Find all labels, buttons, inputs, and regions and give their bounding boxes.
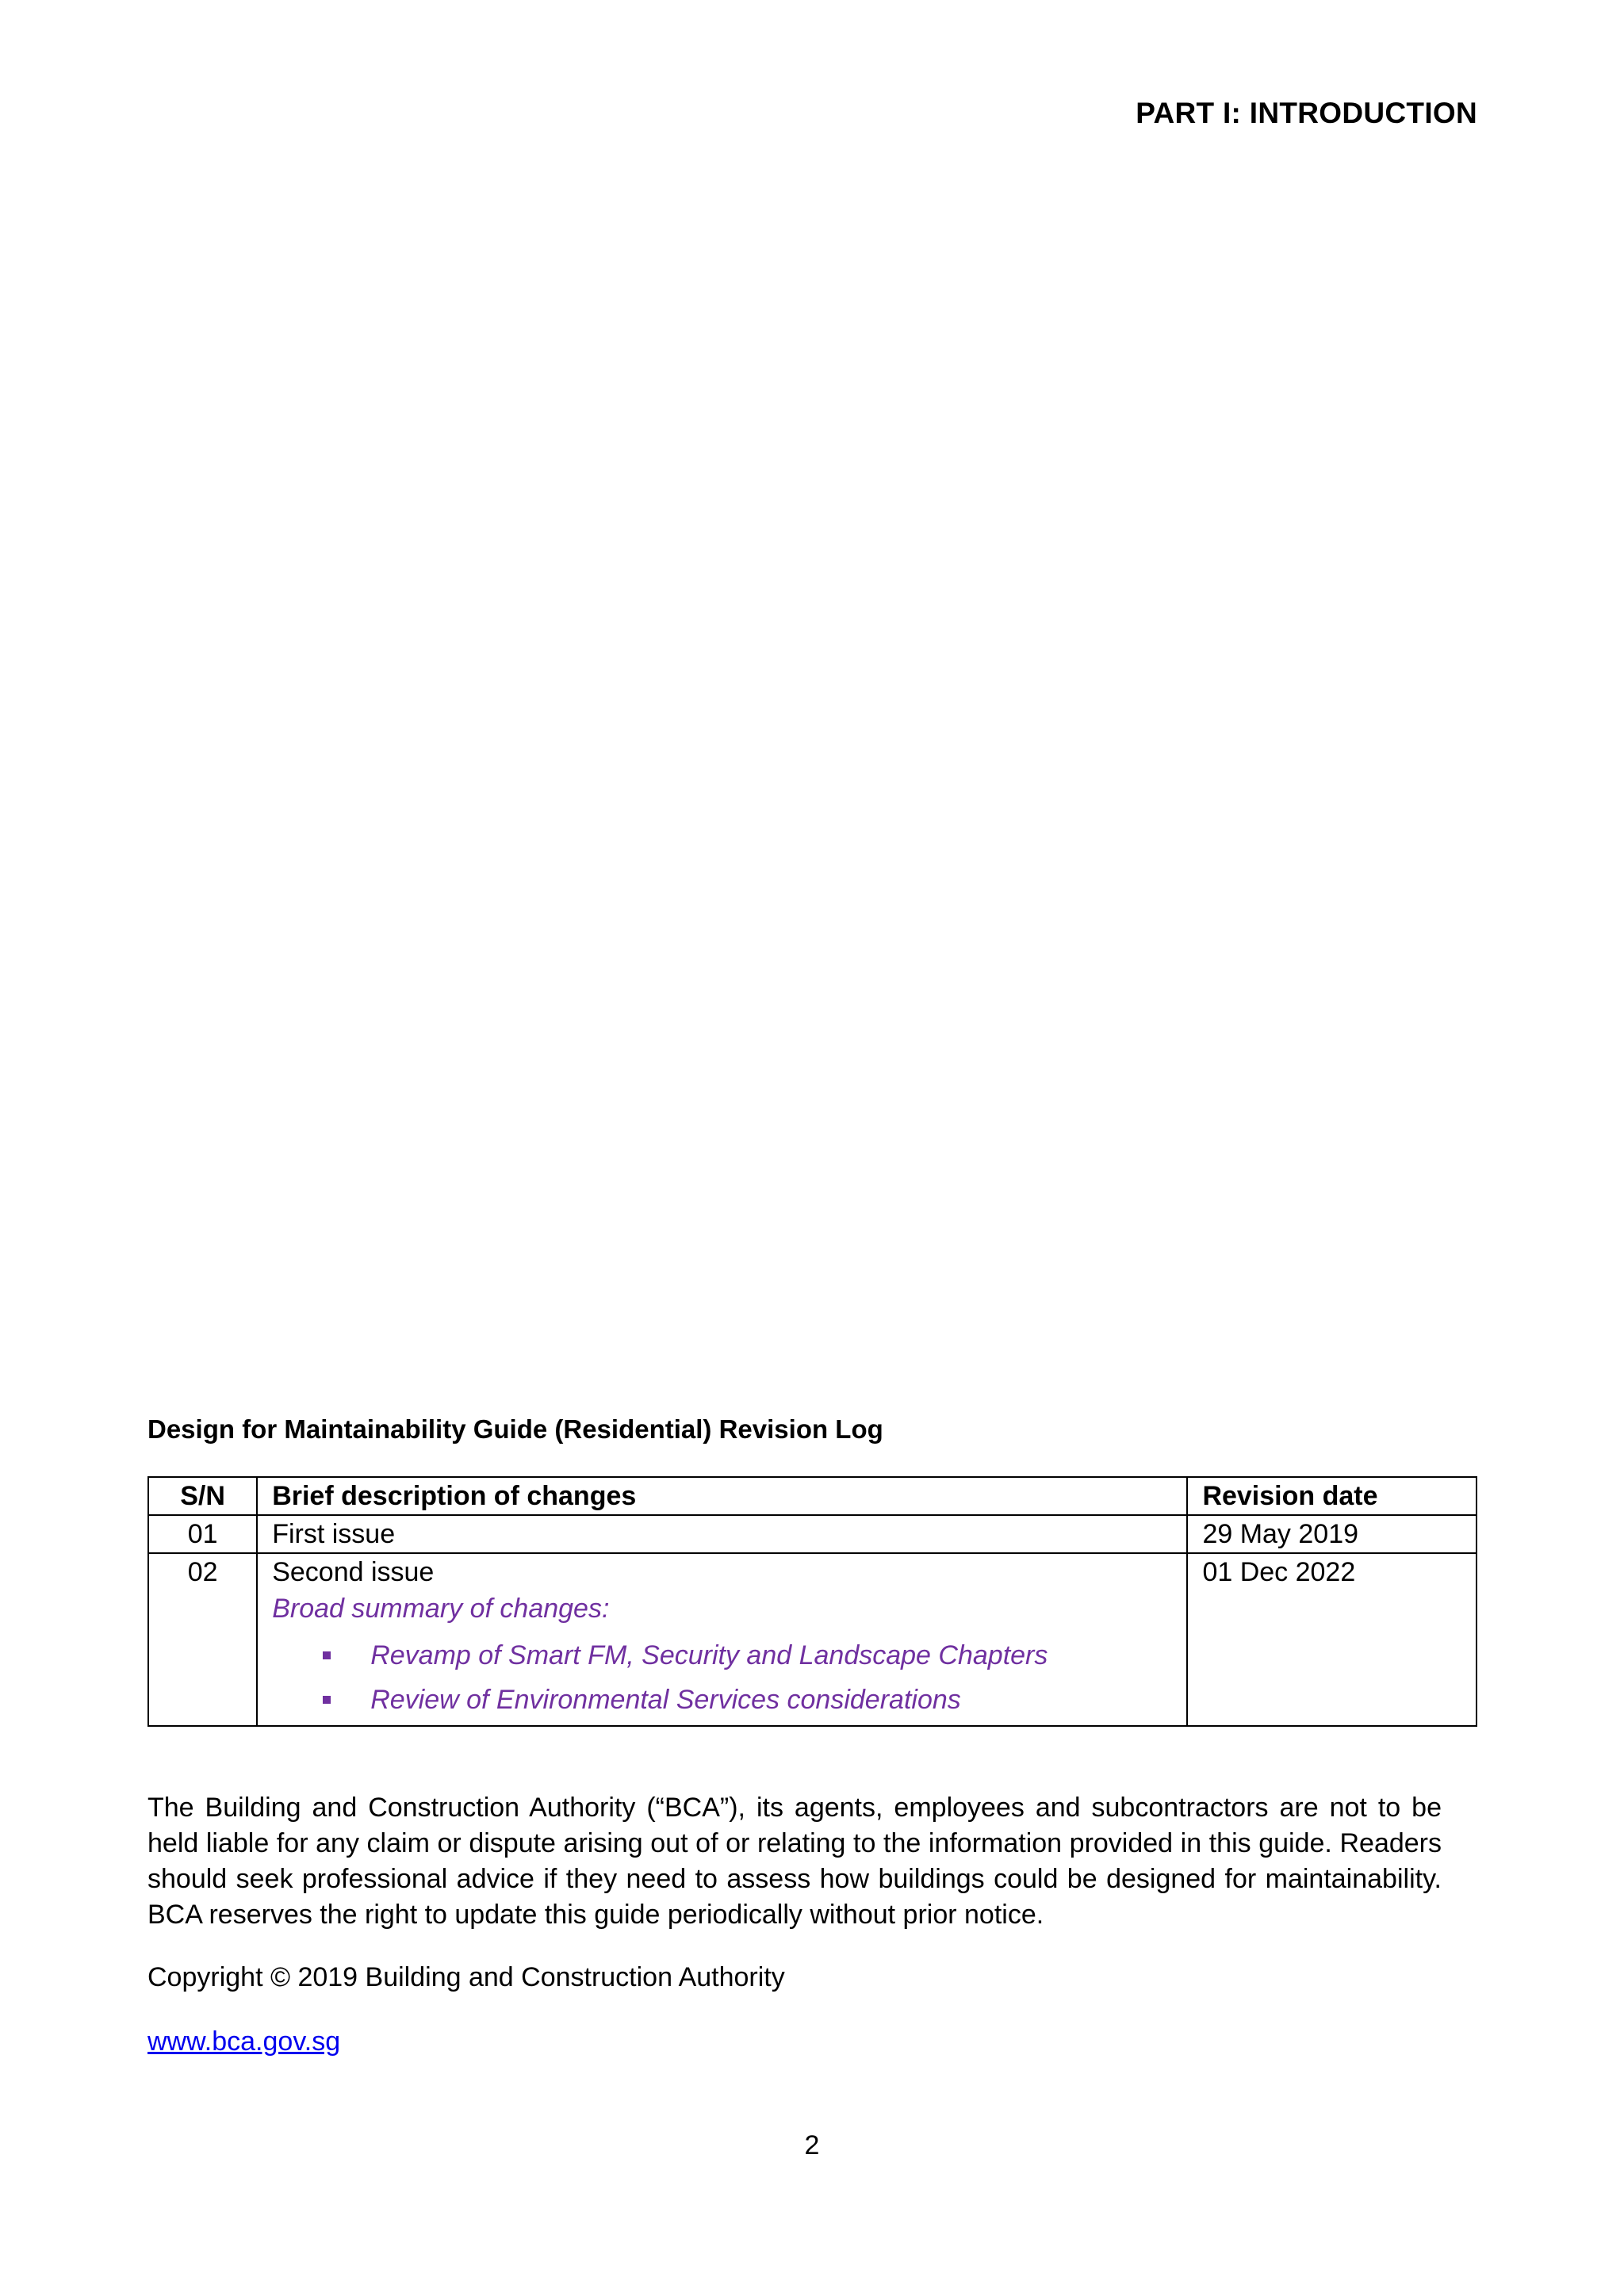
column-header-sn: S/N: [148, 1477, 257, 1515]
section-heading: PART I: INTRODUCTION: [1136, 97, 1477, 129]
cell-description: [257, 1553, 1187, 1726]
table-row: [148, 1515, 1477, 1553]
summary-label: Broad summary of changes:: [272, 1594, 610, 1624]
square-bullet-icon: [323, 1651, 331, 1659]
square-bullet-icon: [323, 1696, 331, 1704]
table-header-row: [148, 1477, 1477, 1515]
page-number: 2: [804, 2130, 820, 2160]
description-text: Second issue: [272, 1557, 435, 1587]
summary-list-item: [272, 1678, 1172, 1722]
summary-item-text: Revamp of Smart FM, Security and Landscape Chapters: [370, 1640, 1048, 1670]
column-header-description: Brief description of changes: [257, 1477, 1187, 1515]
summary-item-text: Review of Environmental Services considerations: [370, 1685, 961, 1715]
cell-revision-date: 29 May 2019: [1187, 1515, 1477, 1553]
summary-list: [272, 1633, 1172, 1722]
cell-sn: 01: [148, 1515, 257, 1553]
cell-revision-date: 01 Dec 2022: [1187, 1553, 1477, 1726]
column-header-revision-date: Revision date: [1187, 1477, 1477, 1515]
website-link[interactable]: www.bca.gov.sg: [147, 2026, 341, 2057]
copyright-notice: Copyright © 2019 Building and Construction Authority: [147, 1962, 785, 1992]
cell-sn: 02: [148, 1553, 257, 1726]
table-row: [148, 1553, 1477, 1726]
revision-log-table: [147, 1476, 1477, 1727]
cell-description: First issue: [257, 1515, 1187, 1553]
disclaimer-paragraph: The Building and Construction Authority (“BCA”), its agents, employees and subcontractors are not to be held liable for any claim or dispute arising out of or relating to the information provided in this guide. Readers should seek professional advice if they need to assess how buildings could be designed for maintainability. BCA reserves the right to update this guide periodically without prior notice.: [147, 1793, 1442, 1930]
revision-log-title: Design for Maintainability Guide (Residential) Revision Log: [147, 1414, 883, 1444]
summary-list-item: [272, 1633, 1172, 1678]
